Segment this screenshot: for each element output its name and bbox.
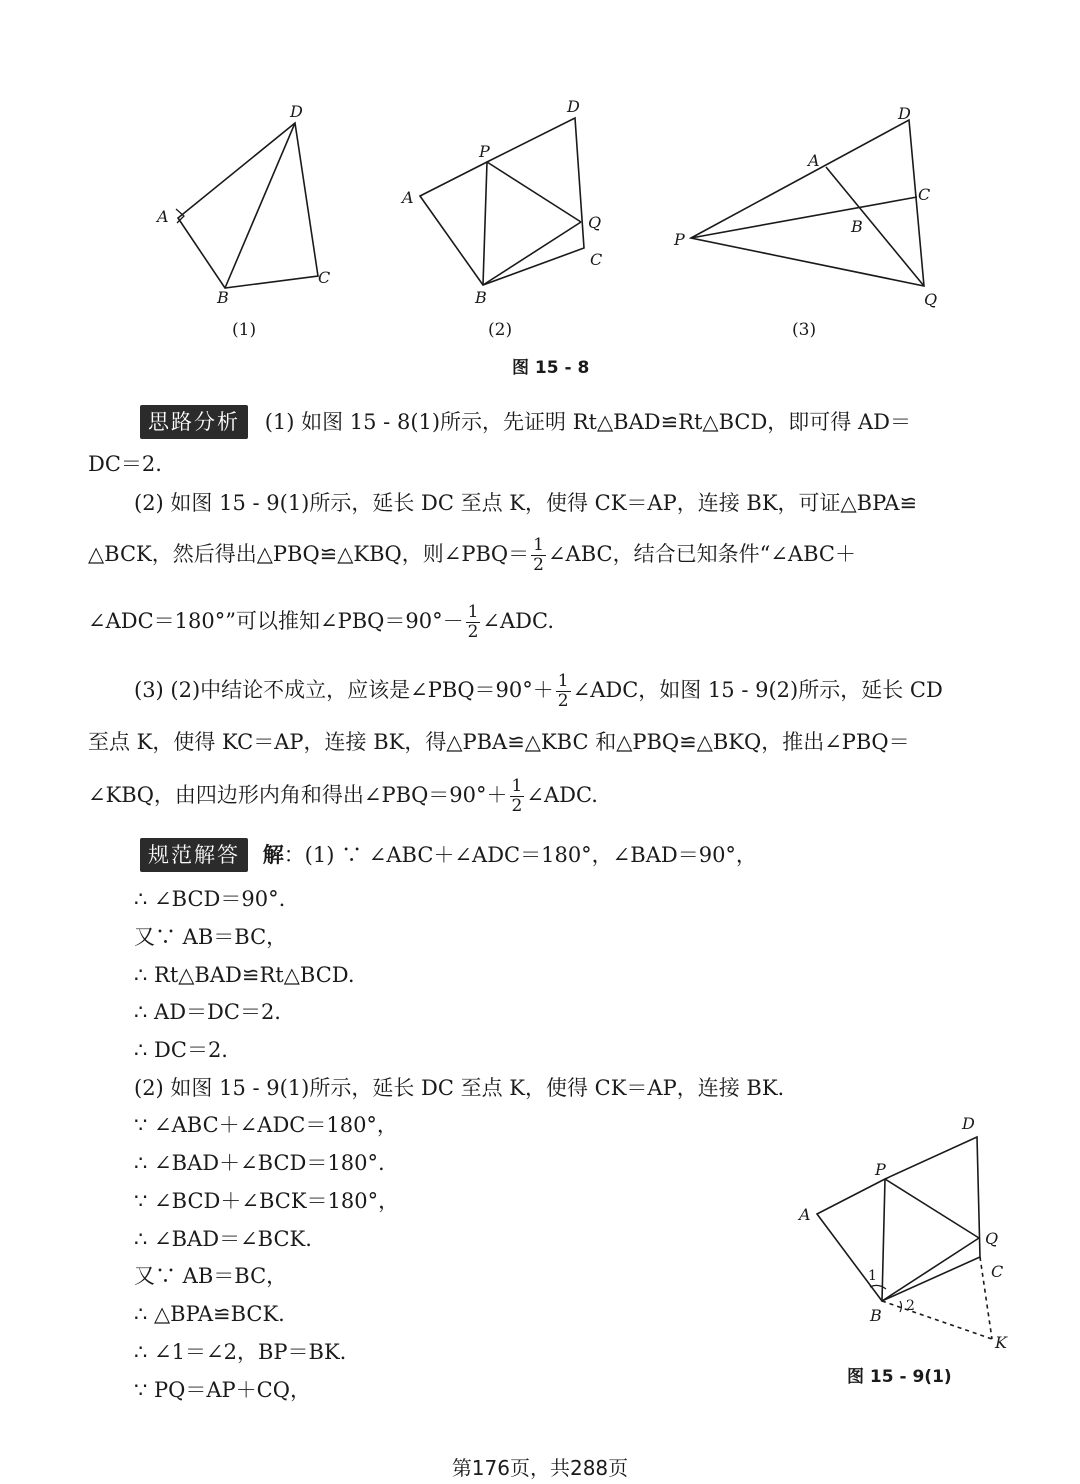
solution-line: ∴ △BPA≌BCK. [134, 1302, 285, 1326]
analysis-p2-b-pre: △BCK，然后得出△PBQ≌△KBQ，则∠PBQ＝ [88, 542, 530, 566]
figure-15-8-title: 图 15 - 8 [512, 358, 590, 378]
figure-15-9-1-title: 图 15 - 9(1) [847, 1367, 952, 1387]
analysis-p3-b: 至点 K，使得 KC＝AP，连接 BK，得△PBA≌△KBC 和△PBQ≌△BKQ，推出∠PBQ＝ [88, 730, 910, 754]
solution-line: ∴ DC＝2. [134, 1038, 228, 1062]
fraction-half: $\frac{1}{2}$ [557, 671, 569, 711]
caption-3: (3) [792, 320, 817, 340]
analysis-p3-c-post: ∠ADC. [526, 783, 598, 807]
solution-intro-text: ：(1) ∵ ∠ABC＋∠ADC＝180°，∠BAD＝90°， [283, 843, 757, 867]
analysis-badge: 思路分析 [140, 405, 248, 439]
label-D: D [290, 102, 303, 121]
label-angle-1: 1 [868, 1268, 877, 1284]
label-P: P [479, 142, 490, 161]
analysis-p1-a: (1) 如图 15 - 8(1)所示，先证明 Rt△BAD≌Rt△BCD，即可得 AD＝ [264, 410, 911, 434]
analysis-p2-b [88, 536, 856, 575]
solution-line: 又∵ AB＝BC， [134, 1264, 288, 1288]
label-C: C [318, 268, 331, 287]
solution-line: ∴ ∠BAD＋∠BCD＝180°. [134, 1151, 385, 1175]
label-B: B [475, 288, 487, 307]
label-C: C [918, 185, 931, 204]
caption-2: (2) [488, 320, 513, 340]
analysis-p3-c-pre: ∠KBQ，由四边形内角和得出∠PBQ＝90°＋ [88, 783, 508, 807]
label-Q: Q [985, 1229, 999, 1248]
label-D: D [567, 97, 580, 116]
label-A: A [402, 188, 414, 207]
label-A: A [799, 1205, 811, 1224]
label-D: D [962, 1114, 975, 1133]
figure-15-8-2 [395, 95, 625, 325]
label-B: B [870, 1306, 882, 1325]
figure-15-8-1 [140, 95, 360, 325]
fraction-half: $\frac{1}{2}$ [467, 602, 479, 642]
caption-1: (1) [232, 320, 257, 340]
analysis-p2-a: (2) 如图 15 - 9(1)所示，延长 DC 至点 K，使得 CK＝AP，连接 BK，可证△BPA≌ [134, 491, 918, 515]
solution-line: ∴ ∠1＝∠2，BP＝BK. [134, 1340, 347, 1364]
solution-intro [140, 838, 757, 872]
analysis-p3-a-post: ∠ADC，如图 15 - 9(2)所示，延长 CD [572, 678, 943, 702]
analysis-p1-b: DC＝2. [88, 452, 162, 476]
label-D: D [898, 104, 911, 123]
page-footer: 第176页，共288页 [451, 1456, 629, 1480]
solution-line: ∴ ∠BCD＝90°. [134, 887, 286, 911]
label-C: C [590, 250, 603, 269]
analysis-p2-b-post: ∠ABC，结合已知条件“∠ABC＋ [547, 542, 856, 566]
label-P: P [674, 230, 685, 249]
label-A: A [157, 207, 169, 226]
label-Q: Q [588, 213, 602, 232]
label-Q: Q [924, 290, 938, 309]
solution-line: ∴ ∠BAD＝∠BCK. [134, 1227, 312, 1251]
solution-line: (2) 如图 15 - 9(1)所示，延长 DC 至点 K，使得 CK＝AP，连接 BK. [134, 1076, 785, 1100]
figure-15-8-3 [665, 95, 955, 325]
solution-badge: 规范解答 [140, 838, 248, 872]
solution-line: ∵ ∠ABC＋∠ADC＝180°， [134, 1113, 398, 1137]
analysis-p3-c [88, 777, 598, 816]
label-C: C [991, 1262, 1004, 1281]
label-A: A [808, 151, 820, 170]
analysis-p2-c [88, 603, 554, 642]
label-B: B [217, 288, 229, 307]
figure-15-9-1 [790, 1105, 1030, 1350]
analysis-line-1 [140, 405, 911, 439]
label-angle-2: 2 [906, 1298, 915, 1314]
label-P: P [875, 1160, 886, 1179]
solution-line: ∵ PQ＝AP＋CQ， [134, 1378, 311, 1402]
solution-line: ∵ ∠BCD＋∠BCK＝180°， [134, 1189, 400, 1213]
analysis-p2-c-post: ∠ADC. [482, 609, 555, 633]
fraction-half: $\frac{1}{2}$ [533, 535, 544, 575]
fraction-half: $\frac{1}{2}$ [511, 776, 523, 816]
solution-line: ∴ Rt△BAD≌Rt△BCD. [134, 963, 355, 987]
analysis-p3-a [134, 672, 943, 711]
analysis-p3-a-pre: (3) (2)中结论不成立，应该是∠PBQ＝90°＋ [134, 678, 554, 702]
label-B: B [851, 217, 863, 236]
label-K: K [995, 1333, 1007, 1350]
solution-line: 又∵ AB＝BC， [134, 925, 288, 949]
solution-intro-bold: 解 [262, 842, 284, 867]
solution-line: ∴ AD＝DC＝2. [134, 1000, 281, 1024]
analysis-p2-c-pre: ∠ADC＝180°”可以推知∠PBQ＝90°－ [88, 609, 464, 633]
